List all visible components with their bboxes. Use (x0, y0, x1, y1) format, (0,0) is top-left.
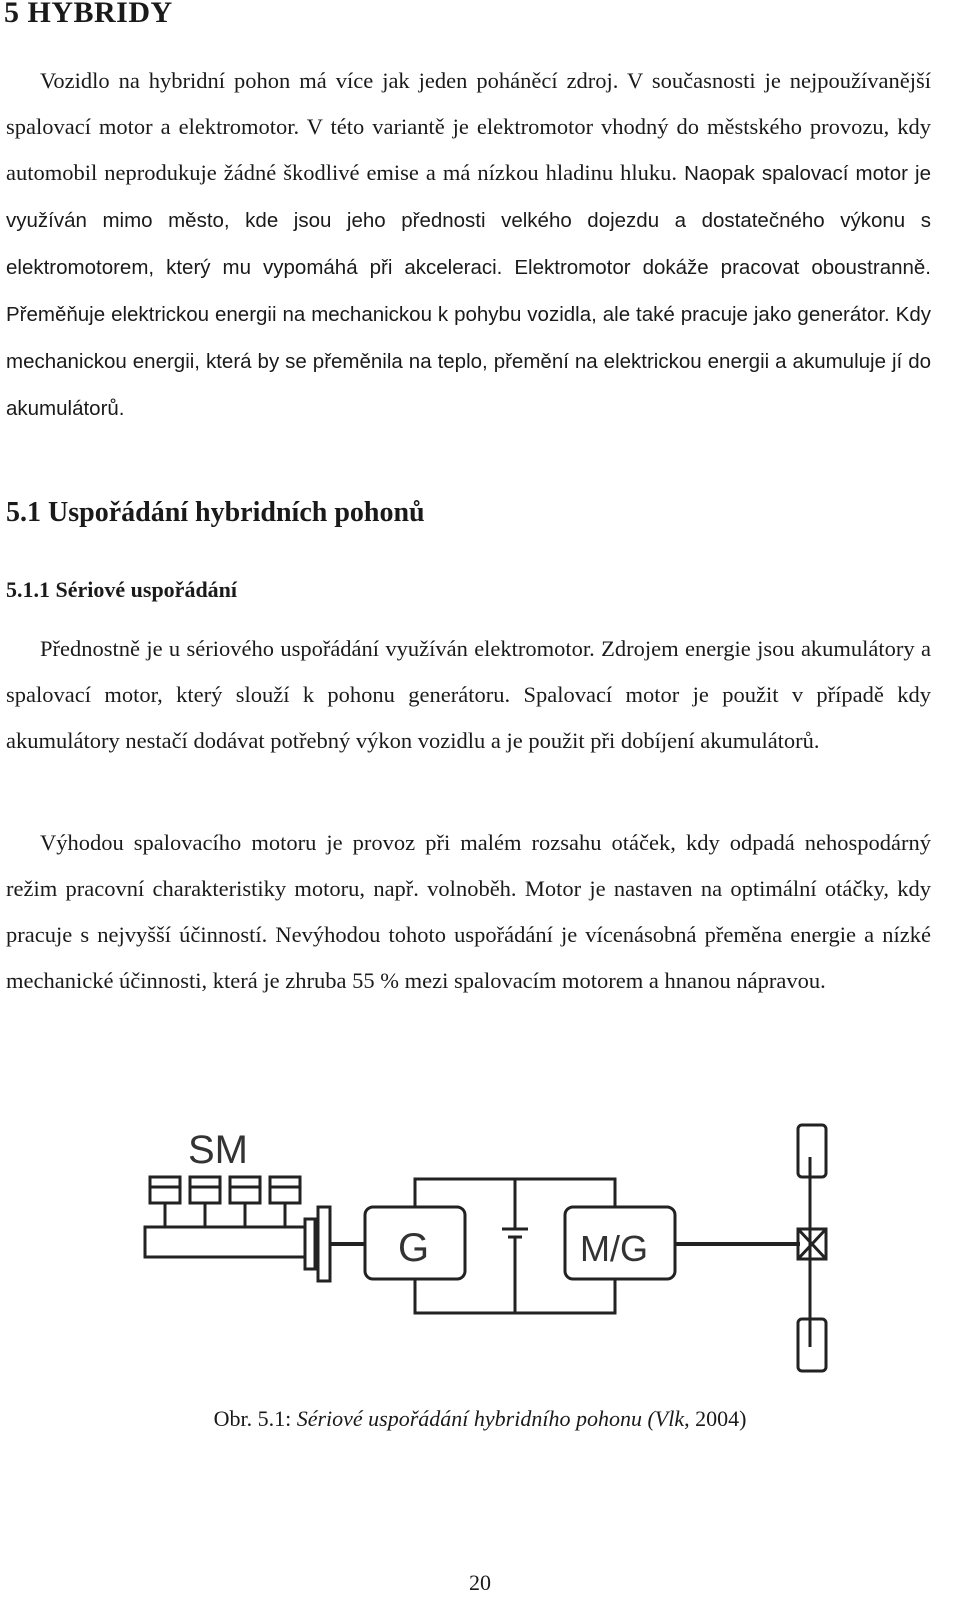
intro-paragraph-text-1: Vozidlo na hybridní pohon má více jak jeden poháněcí zdroj. V současnosti je nejpoužívanější spalovací motor a elektromotor. V této variantě je elektromotor vhodný do městského provozu, kdy automobil neprodukuje žádné škodlivé emise a má nízkou hladinu hluku. (6, 68, 931, 185)
advantage-paragraph (6, 820, 931, 1004)
subsection-heading: 5.1.1 Sériové uspořádání (6, 577, 238, 602)
serial-paragraph-text: Přednostně je u sériového uspořádání využíván elektromotor. Zdrojem energie jsou akumulátory a spalovací motor, který slouží k pohonu generátoru. Spalovací motor je použit v případě kdy akumulátory nestačí dodávat potřebný výkon vozidlu a je použit při dobíjení akumulátorů. (6, 636, 931, 753)
caption-suffix: , 2004) (684, 1406, 747, 1431)
series-hybrid-diagram (140, 1117, 880, 1377)
axle-icon (798, 1125, 826, 1371)
caption-prefix: Obr. 5.1: (213, 1406, 297, 1431)
caption-title: Sériové uspořádání hybridního pohonu (Vlk (296, 1406, 685, 1431)
serial-paragraph (6, 626, 931, 764)
engine-icon (145, 1177, 365, 1281)
chapter-heading: 5 HYBRIDY (4, 0, 173, 29)
sm-label: SM (188, 1128, 248, 1172)
intro-paragraph (6, 58, 931, 432)
figure-caption (0, 1406, 960, 1432)
advantage-paragraph-text: Výhodou spalovacího motoru je provoz při malém rozsahu otáček, kdy odpadá nehospodárný režim pracovní charakteristiky motoru, např. volnoběh. Motor je nastaven na optimální otáčky, kdy pracuje s nejvyšší účinností. Nevýhodou tohoto uspořádání je vícenásobná přeměna energie a nízké mechanické účinnosti, která je zhruba 55 % mezi spalovacím motorem a hnanou nápravou. (6, 830, 931, 993)
g-label: G (398, 1226, 430, 1270)
section-heading: 5.1 Uspořádání hybridních pohonů (6, 497, 425, 528)
intro-paragraph-text-2: Naopak spalovací motor je využíván mimo město, kde jsou jeho přednosti velkého dojezdu a dostatečného výkonu s elektromotorem, který mu vypomáhá při akceleraci. Elektromotor dokáže pracovat oboustranně. Přeměňuje elektrickou energii na mechanickou k pohybu vozidla, ale také pracuje jako generátor. Kdy mechanickou energii, která by se přeměnila na teplo, přemění na elektrickou energii a akumuluje jí do akumulátorů. (6, 162, 931, 420)
page-number: 20 (469, 1570, 491, 1595)
mg-label: M/G (580, 1228, 648, 1269)
